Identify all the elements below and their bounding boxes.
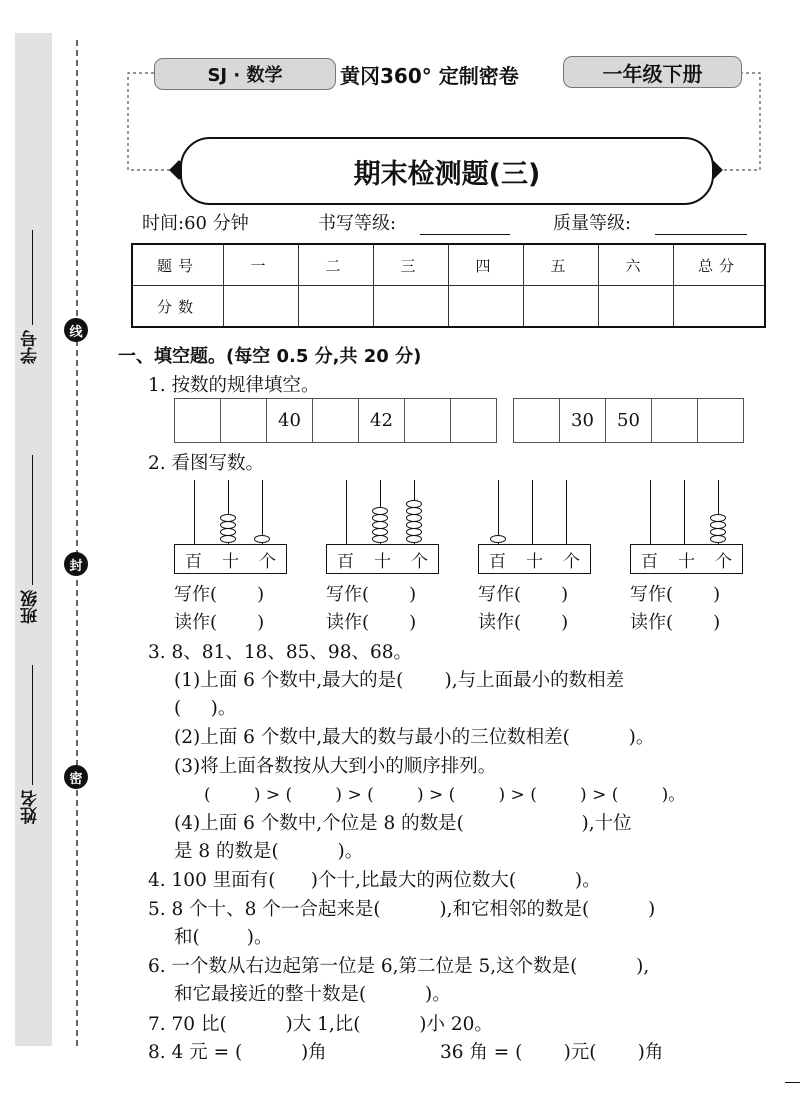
abacus-bead (406, 500, 422, 508)
quality-grade-label: 质量等级: (553, 213, 632, 234)
grid-cell[interactable] (221, 399, 267, 443)
question-3-numbers: 3. 8、81、18、85、98、68。 (148, 642, 413, 663)
grid-cell[interactable] (313, 399, 359, 443)
abacus-bead (710, 535, 726, 543)
class-label: 班级 (21, 590, 41, 624)
subject-tag: SJ · 数学 (154, 58, 336, 90)
question-3-part-2: (2)上面 6 个数中,最大的数与最小的三位数相差( )。 (174, 727, 655, 748)
place-label: 百 (185, 551, 202, 572)
place-label: 百 (489, 551, 506, 572)
table-row-label: 分数 (132, 286, 224, 328)
binding-strip (15, 33, 52, 1046)
write-as-4[interactable]: 写作( ) (630, 584, 721, 605)
score-cell[interactable] (524, 286, 599, 328)
place-label: 十 (526, 551, 543, 572)
place-label: 百 (337, 551, 354, 572)
abacus-rod (684, 480, 685, 544)
grid-cell[interactable] (514, 399, 560, 443)
table-header-cell: 总分 (674, 244, 766, 286)
write-as-1[interactable]: 写作( ) (174, 584, 265, 605)
read-as-2[interactable]: 读作( ) (326, 612, 417, 633)
time-limit: 时间:60 分钟 (142, 213, 249, 234)
place-label: 百 (641, 551, 658, 572)
abacus-bead (220, 535, 236, 543)
place-label: 十 (678, 551, 695, 572)
writing-grade-field[interactable] (420, 216, 510, 235)
question-5: 5. 8 个十、8 个一合起来是( ),和它相邻的数是( ) (148, 899, 656, 920)
abacus-bead (406, 535, 422, 543)
abacus-rod (650, 480, 651, 544)
question-7: 7. 70 比( )大 1,比( )小 20。 (148, 1014, 493, 1035)
score-cell[interactable] (224, 286, 299, 328)
grid-cell[interactable] (405, 399, 451, 443)
place-label: 个 (715, 551, 732, 572)
question-8-a: 8. 4 元 = ( )角 (148, 1042, 327, 1063)
question-4: 4. 100 里面有( )个十,比最大的两位数大( )。 (148, 870, 601, 891)
score-cell[interactable] (449, 286, 524, 328)
student-id-label: 学号 (21, 330, 41, 364)
question-5-cont: 和( )。 (174, 927, 273, 948)
abacus (630, 480, 743, 572)
question-6: 6. 一个数从右边起第一位是 6,第二位是 5,这个数是( ), (148, 956, 650, 977)
abacus (478, 480, 591, 572)
abacus-bead (372, 514, 388, 522)
grade-tag: 一年级下册 (563, 56, 742, 88)
seal-seal-icon: 封 (64, 552, 88, 576)
place-label: 个 (563, 551, 580, 572)
grid-cell: 40 (267, 399, 313, 443)
abacus-bead (220, 528, 236, 536)
table-header-cell: 题号 (132, 244, 224, 286)
abacus-rod (566, 480, 567, 544)
table-header-cell: 六 (599, 244, 674, 286)
abacus-base (326, 544, 439, 574)
abacus-bead (710, 521, 726, 529)
abacus-base (174, 544, 287, 574)
question-3-part-3: (3)将上面各数按从大到小的顺序排列。 (174, 756, 497, 777)
abacus-bead (710, 514, 726, 522)
grid-cell: 30 (560, 399, 606, 443)
write-as-2[interactable]: 写作( ) (326, 584, 417, 605)
abacus-base (630, 544, 743, 574)
section-heading: 一、填空题。(每空 0.5 分,共 20 分) (118, 346, 422, 367)
write-as-3[interactable]: 写作( ) (478, 584, 569, 605)
grid-cell[interactable] (698, 399, 744, 443)
abacus-bead (372, 521, 388, 529)
page-edge-mark (785, 1082, 800, 1083)
question-2-text: 2. 看图写数。 (148, 453, 265, 474)
abacus-bead (372, 507, 388, 515)
abacus-bead (406, 528, 422, 536)
writing-grade-label: 书写等级: (318, 213, 397, 234)
seal-secret-icon: 密 (64, 765, 88, 789)
table-header-cell: 三 (374, 244, 449, 286)
grid-cell[interactable] (175, 399, 221, 443)
table-header-cell: 一 (224, 244, 299, 286)
score-cell[interactable] (599, 286, 674, 328)
abacus-bead (220, 521, 236, 529)
read-as-4[interactable]: 读作( ) (630, 612, 721, 633)
abacus-bead (406, 521, 422, 529)
table-header-cell: 四 (449, 244, 524, 286)
grid-cell[interactable] (652, 399, 698, 443)
score-table-score-row (132, 286, 765, 328)
abacus-base (478, 544, 591, 574)
abacus-bead (220, 514, 236, 522)
question-3-part-1-cont: ( )。 (174, 698, 237, 719)
table-header-cell: 五 (524, 244, 599, 286)
place-label: 十 (374, 551, 391, 572)
score-cell[interactable] (674, 286, 766, 328)
abacus-rod (532, 480, 533, 544)
cut-line (76, 40, 78, 1046)
name-line (32, 665, 33, 785)
abacus-bead (406, 507, 422, 515)
quality-grade-field[interactable] (655, 216, 747, 235)
grid-cell: 50 (606, 399, 652, 443)
grid-cell[interactable] (451, 399, 497, 443)
number-grid-a (174, 398, 497, 443)
abacus-bead (372, 535, 388, 543)
abacus-bead (490, 535, 506, 543)
abacus-bead (710, 528, 726, 536)
question-3-part-1: (1)上面 6 个数中,最大的是( ),与上面最小的数相差 (174, 670, 625, 691)
grid-cell: 42 (359, 399, 405, 443)
abacus (326, 480, 439, 572)
question-3-order-blanks[interactable]: ( ) > ( ) > ( ) > ( ) > ( ) > ( )。 (204, 785, 686, 805)
class-line (32, 455, 33, 585)
score-cell[interactable] (299, 286, 374, 328)
abacus-rod (346, 480, 347, 544)
question-6-cont: 和它最接近的整十数是( )。 (174, 984, 451, 1005)
table-header-cell: 二 (299, 244, 374, 286)
place-label: 个 (411, 551, 428, 572)
question-3-part-4: (4)上面 6 个数中,个位是 8 的数是( ),十位 (174, 813, 632, 834)
read-as-3[interactable]: 读作( ) (478, 612, 569, 633)
number-grid-b (513, 398, 744, 443)
abacus-bead (254, 535, 270, 543)
place-label: 十 (222, 551, 239, 572)
question-1-text: 1. 按数的规律填空。 (148, 375, 320, 396)
score-table (131, 243, 766, 328)
score-cell[interactable] (374, 286, 449, 328)
question-8-b: 36 角 = ( )元( )角 (440, 1042, 664, 1063)
abacus-bead (372, 528, 388, 536)
read-as-1[interactable]: 读作( ) (174, 612, 265, 633)
student-id-line (32, 230, 33, 325)
question-3-part-4-cont: 是 8 的数是( )。 (174, 841, 364, 862)
abacus-rod (194, 480, 195, 544)
abacus (174, 480, 287, 572)
name-label: 姓名 (21, 790, 41, 824)
abacus-bead (406, 514, 422, 522)
page-title: 期末检测题(三) (180, 137, 714, 205)
place-label: 个 (259, 551, 276, 572)
brand-text: 黄冈360° 定制密卷 (340, 64, 519, 88)
score-table-header-row (132, 244, 765, 286)
seal-line-icon: 线 (64, 318, 88, 342)
